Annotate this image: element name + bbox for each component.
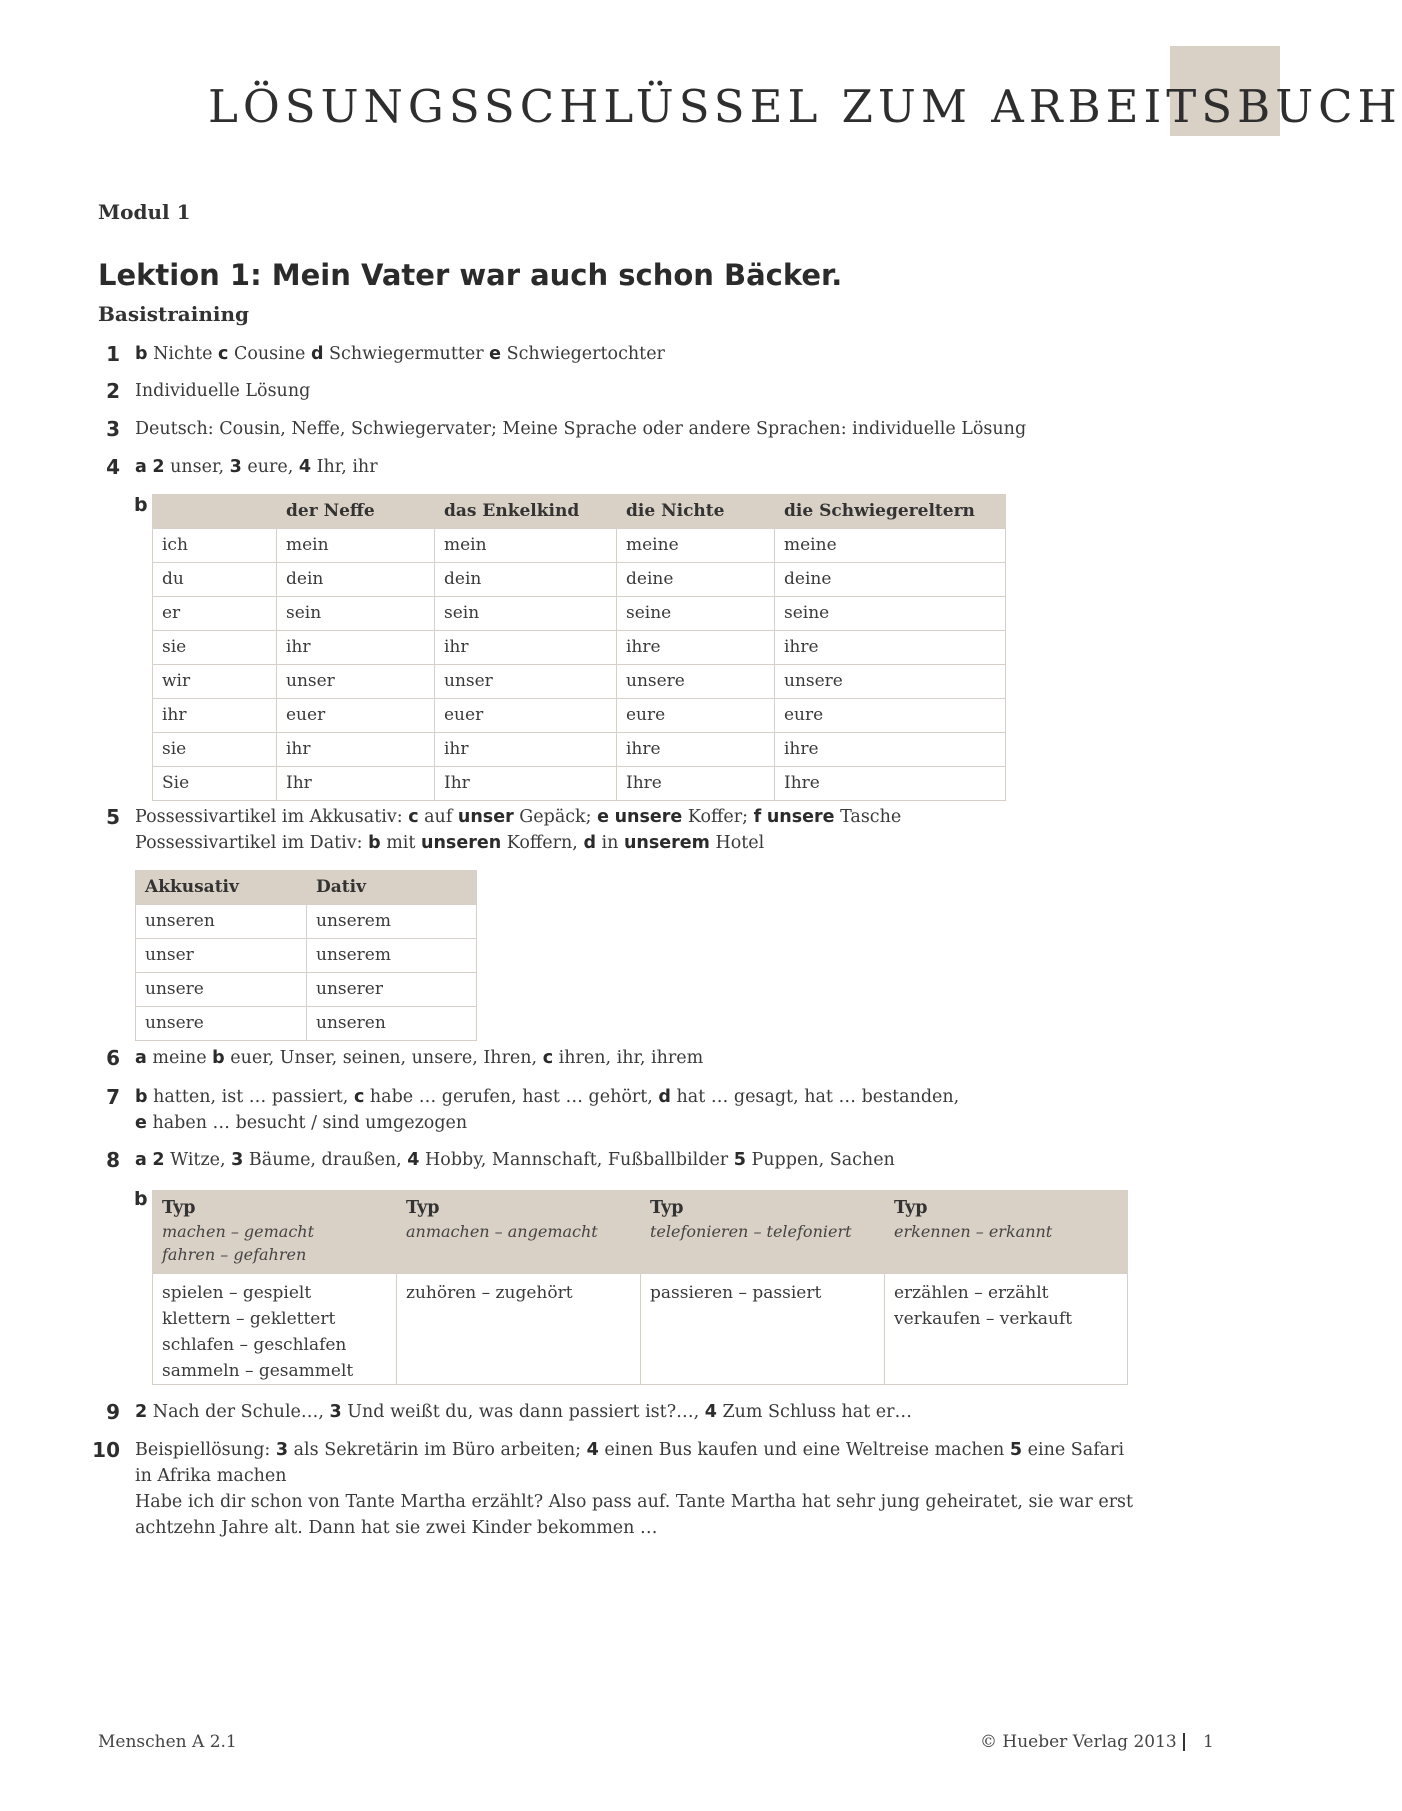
table-cell: ihre	[617, 733, 775, 767]
exercise-number: 5	[106, 805, 120, 829]
exercise-number: 4	[106, 455, 120, 479]
table-cell: dein	[277, 563, 435, 597]
exercise-number: 9	[106, 1400, 120, 1424]
table-cell: Sie	[153, 767, 277, 801]
table-cell: zuhören – zugehört	[397, 1274, 641, 1385]
table-cell: dein	[435, 563, 617, 597]
table-cell: Ihre	[775, 767, 1006, 801]
table-cell: unsere	[136, 973, 307, 1007]
table-cell: mein	[435, 529, 617, 563]
exercise-text: Individuelle Lösung	[135, 381, 311, 401]
table-cell: unsere	[136, 1007, 307, 1041]
table-cell: spielen – gespielt klettern – geklettert schlafen – geschlafen sammeln – gesammelt	[153, 1274, 397, 1385]
table-header-cell: Akkusativ	[136, 871, 307, 905]
table-header-cell: Typ erkennen – erkannt	[885, 1191, 1128, 1274]
footer-book-title: Menschen A 2.1	[98, 1732, 237, 1752]
table-cell: ihr	[435, 733, 617, 767]
table-cell: meine	[775, 529, 1006, 563]
table-header-row	[153, 1191, 1128, 1274]
table-header-cell: Typ machen – gemacht fahren – gefahren	[153, 1191, 397, 1274]
exercise-number: 8	[106, 1148, 120, 1172]
table-header-cell: Typ telefonieren – telefoniert	[641, 1191, 885, 1274]
table-cell: ich	[153, 529, 277, 563]
table-row	[136, 905, 477, 939]
exercise-number: 3	[106, 417, 120, 441]
table-row	[153, 529, 1006, 563]
possessive-table	[152, 494, 1006, 801]
exercise-number: 7	[106, 1085, 120, 1109]
table-cell: euer	[435, 699, 617, 733]
table-cell: ihre	[617, 631, 775, 665]
table-cell: sein	[435, 597, 617, 631]
table-header-cell: die Schwiegereltern	[775, 495, 1006, 529]
table-cell: unserem	[307, 939, 477, 973]
table-header-row	[153, 495, 1006, 529]
table-cell: erzählen – erzählt verkaufen – verkauft	[885, 1274, 1128, 1385]
table-cell: euer	[277, 699, 435, 733]
case-table	[135, 870, 477, 1041]
exercise-text-line-3: Habe ich dir schon von Tante Martha erzählt? Also pass auf. Tante Martha hat sehr jung geheiratet, sie war erst	[135, 1492, 1134, 1512]
footer-copyright: © Hueber Verlag 2013	[980, 1732, 1177, 1752]
section-heading: Basistraining	[98, 302, 249, 326]
table-cell: unseren	[136, 905, 307, 939]
table-row	[153, 597, 1006, 631]
table-row	[153, 733, 1006, 767]
table-row	[153, 767, 1006, 801]
verb-type-table	[152, 1190, 1128, 1385]
exercise-text: a 2 unser, 3 eure, 4 Ihr, ihr	[135, 457, 378, 477]
table-cell: unsere	[775, 665, 1006, 699]
table-cell: meine	[617, 529, 775, 563]
exercise-4b-label: b	[134, 494, 148, 516]
exercise-number: 2	[106, 379, 120, 403]
lektion-heading: Lektion 1: Mein Vater war auch schon Bäcker.	[98, 258, 843, 292]
exercise-number: 10	[92, 1438, 120, 1462]
table-cell: unser	[277, 665, 435, 699]
page-title: LÖSUNGSSCHLÜSSEL ZUM ARBEITSBUCH	[208, 80, 1402, 133]
table-header-cell: die Nichte	[617, 495, 775, 529]
exercise-text: b Nichte c Cousine d Schwiegermutter e Schwiegertochter	[135, 344, 665, 364]
page-number: 1	[1203, 1732, 1214, 1752]
exercise-text: 2 Nach der Schule…, 3 Und weißt du, was dann passiert ist?…, 4 Zum Schluss hat er…	[135, 1402, 913, 1422]
table-row	[153, 699, 1006, 733]
exercise-text-line-1: b hatten, ist … passiert, c habe … gerufen, hast … gehört, d hat … gesagt, hat … bestanden,	[135, 1087, 960, 1107]
table-row	[153, 631, 1006, 665]
table-row	[136, 1007, 477, 1041]
table-cell: eure	[775, 699, 1006, 733]
table-cell: unserem	[307, 905, 477, 939]
table-cell: seine	[775, 597, 1006, 631]
exercise-text-line-1: Beispiellösung: 3 als Sekretärin im Büro arbeiten; 4 einen Bus kaufen und eine Weltreise machen 5 eine Safari	[135, 1440, 1125, 1460]
table-row	[153, 665, 1006, 699]
table-cell: sie	[153, 733, 277, 767]
table-header-cell: Typ anmachen – angemacht	[397, 1191, 641, 1274]
table-cell: passieren – passiert	[641, 1274, 885, 1385]
exercise-text-line-1: Possessivartikel im Akkusativ: c auf unser Gepäck; e unsere Koffer; f unsere Tasche	[135, 807, 902, 827]
table-header-row	[136, 871, 477, 905]
table-cell: sie	[153, 631, 277, 665]
table-row	[136, 973, 477, 1007]
exercise-text-line-2: e haben … besucht / sind umgezogen	[135, 1113, 468, 1133]
table-cell: unseren	[307, 1007, 477, 1041]
table-cell: er	[153, 597, 277, 631]
table-header-cell	[153, 495, 277, 529]
exercise-number: 1	[106, 342, 120, 366]
table-cell: sein	[277, 597, 435, 631]
table-cell: mein	[277, 529, 435, 563]
table-header-cell: das Enkelkind	[435, 495, 617, 529]
table-cell: unsere	[617, 665, 775, 699]
footer-separator	[1183, 1733, 1185, 1751]
exercise-text: Deutsch: Cousin, Neffe, Schwiegervater; Meine Sprache oder andere Sprachen: individuelle Lösung	[135, 419, 1027, 439]
table-cell: ihre	[775, 733, 1006, 767]
table-cell: unser	[136, 939, 307, 973]
exercise-text: a meine b euer, Unser, seinen, unsere, Ihren, c ihren, ihr, ihrem	[135, 1048, 704, 1068]
table-cell: Ihre	[617, 767, 775, 801]
table-cell: ihr	[153, 699, 277, 733]
exercise-number: 6	[106, 1046, 120, 1070]
table-header-cell: Dativ	[307, 871, 477, 905]
table-cell: Ihr	[435, 767, 617, 801]
table-cell: du	[153, 563, 277, 597]
exercise-8b-label: b	[134, 1188, 148, 1210]
table-cell: unser	[435, 665, 617, 699]
table-cell: ihr	[277, 733, 435, 767]
table-cell: wir	[153, 665, 277, 699]
table-row	[153, 1274, 1128, 1385]
table-cell: ihre	[775, 631, 1006, 665]
table-cell: ihr	[435, 631, 617, 665]
table-cell: eure	[617, 699, 775, 733]
exercise-text: a 2 Witze, 3 Bäume, draußen, 4 Hobby, Mannschaft, Fußballbilder 5 Puppen, Sachen	[135, 1150, 895, 1170]
table-header-cell: der Neffe	[277, 495, 435, 529]
modul-heading: Modul 1	[98, 200, 191, 224]
table-cell: unserer	[307, 973, 477, 1007]
table-cell: ihr	[277, 631, 435, 665]
table-cell: deine	[617, 563, 775, 597]
table-row	[136, 939, 477, 973]
exercise-text-line-4: achtzehn Jahre alt. Dann hat sie zwei Kinder bekommen …	[135, 1518, 658, 1538]
table-cell: deine	[775, 563, 1006, 597]
table-cell: Ihr	[277, 767, 435, 801]
exercise-text-line-2: Possessivartikel im Dativ: b mit unseren Koffern, d in unserem Hotel	[135, 833, 765, 853]
table-cell: seine	[617, 597, 775, 631]
table-row	[153, 563, 1006, 597]
exercise-text-line-2: in Afrika machen	[135, 1466, 287, 1486]
